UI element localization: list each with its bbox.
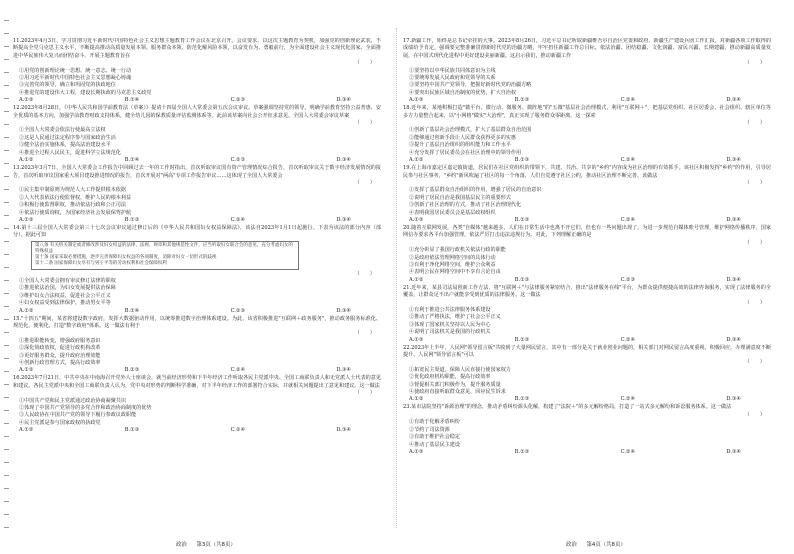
answer-parentheses: （ ） <box>744 120 765 127</box>
answer-parentheses: （ ） <box>744 239 765 246</box>
binding-tick <box>4 254 9 255</box>
binding-tick <box>4 137 9 138</box>
answer-choices <box>13 97 381 104</box>
answer-choice[interactable]: B.①③ <box>124 216 140 223</box>
question-stem: 23.某市法院坚持"诉源治理"的理念，推动矛盾纠纷源头化解，构建了"法院＋"的多元解纷格局，打造了一站式多元解纷和诉讼服务体系。这一做法 <box>403 404 732 411</box>
answer-choice[interactable]: D.③④ <box>726 216 741 223</box>
answer-choices <box>403 449 771 456</box>
statement-option: ①拓宽民主渠道，保障人民直接行使国家权力 <box>409 366 511 373</box>
statement-option: ②体现了中国共产党领导的多党合作和政治协商制度的优势 <box>19 405 152 412</box>
answer-choice[interactable]: D.③④ <box>726 396 741 403</box>
binding-tick <box>4 280 9 281</box>
binding-tick <box>4 20 9 21</box>
answer-choice[interactable]: C.②③ <box>230 97 246 104</box>
answer-parentheses: （ ） <box>354 179 375 186</box>
binding-tick <box>4 59 9 60</box>
binding-tick <box>4 85 9 86</box>
answer-choice[interactable]: C.②④ <box>230 427 246 434</box>
answer-choice[interactable]: C.②④ <box>620 396 636 403</box>
binding-tick <box>4 449 9 450</box>
statement-option: ②用习近平新时代中国特色社会主义思想凝心铸魂 <box>19 75 132 82</box>
question-block <box>13 165 381 224</box>
statement-option: ④创新行政管理方式，提高行政效率 <box>19 360 101 367</box>
answer-choice[interactable]: C.②④ <box>230 367 246 374</box>
question-block <box>403 225 771 284</box>
question-block <box>13 105 381 164</box>
statement-option: ④使政府直接听取群众意见，回应民生诉求 <box>409 389 506 396</box>
statement-option: ②人大代表依法行使监督权，维护人民的根本利益 <box>19 194 132 201</box>
answer-choice[interactable]: D.③④ <box>336 157 351 164</box>
answer-choice[interactable]: A.①② <box>409 396 424 403</box>
statement-option: ①全国人大常委会拥有审议修订法律的职权 <box>19 277 116 284</box>
left-page-column <box>13 38 381 508</box>
binding-tick <box>4 202 9 203</box>
binding-tick <box>4 228 9 229</box>
statement-option: ③人民政协在中国共产党的领导下履行参政议政职能 <box>19 412 137 419</box>
answer-parentheses: （ ） <box>744 411 765 418</box>
answer-choice[interactable]: D.③④ <box>726 336 741 343</box>
answer-choice[interactable]: A.①② <box>409 448 424 455</box>
statement-option: ③要坚持中国共产党领导，把握好新时代党的治疆方略 <box>409 82 532 89</box>
column-divider <box>396 28 397 528</box>
answer-choice[interactable]: D.③④ <box>336 367 351 374</box>
answer-choices <box>13 157 381 164</box>
statement-option: ①有助于化解矛盾纠纷 <box>409 419 460 426</box>
statement-option: ①推进职能转变，增强政府服务意识 <box>19 337 101 344</box>
statement-option: ④民主党派是参与国家政权的执政党 <box>19 419 101 426</box>
statement-option: ③有利于净化网络空间，维护公众利益 <box>409 261 496 268</box>
question-block <box>13 38 381 105</box>
binding-tick <box>4 527 9 528</box>
statement-option: ④要突出民族区域自治制度的优势，扩大自治权 <box>409 89 516 96</box>
question-block <box>403 404 771 456</box>
binding-tick <box>4 111 9 112</box>
binding-tick <box>4 267 9 268</box>
statement-option: ④依法行使质询权，为国家经济社会发展保驾护航 <box>19 209 132 216</box>
statement-option: ③有助于维护社会稳定 <box>409 434 460 441</box>
binding-tick <box>4 462 9 463</box>
answer-choices <box>13 217 381 224</box>
binding-tick <box>4 215 9 216</box>
answer-choices <box>13 308 381 315</box>
answer-choices <box>13 427 381 434</box>
answer-choices <box>13 367 381 374</box>
answer-choice[interactable]: D.③④ <box>336 427 351 434</box>
binding-tick <box>4 410 9 411</box>
binding-tick <box>4 72 9 73</box>
answer-choice[interactable]: D.③④ <box>726 157 741 164</box>
binding-tick <box>4 371 9 372</box>
answer-parentheses: （ ） <box>744 60 765 67</box>
answer-choice[interactable]: A.①② <box>19 97 34 104</box>
answer-choice[interactable]: A.①② <box>409 157 424 164</box>
statement-option: ②优化政府机构职能，提高行政效率 <box>409 374 491 381</box>
answer-choice[interactable]: B.①③ <box>124 367 140 374</box>
quoted-law-line: 第十二条 国家保障妇女享有与男子平等的劳动权利和社会保障权利 <box>35 261 167 267</box>
answer-choice[interactable]: C.②③ <box>230 307 246 314</box>
question-block <box>13 316 381 375</box>
question-stem: 16.2023年7月21日，中共中央在中南海召开党外人士座谈会，就当前经济形势和下半年经济工作听取各民主党派中央、全国工商联负责人和无党派人士代表的意见和建议。各民主党派中央和全国工商联负责人认为，党中央对形势的判断科学准确，对下半年经济工作的部署符合实际，并就相关问题提出了意见和建议。这一做法 <box>13 375 381 389</box>
left-page-footer <box>172 540 240 548</box>
statement-option: ①充分彰显了我国行政机关依法行政的职能 <box>409 247 506 254</box>
answer-choice[interactable]: C.②③ <box>230 157 246 164</box>
quoted-law-line: 第八条 有关机关制定或者修改涉及妇女权益的法律、法规、规章和其他规范性文件，应当听取妇女联合会的意见，充分考虑妇女的特殊权益 <box>35 242 293 254</box>
answer-choice[interactable]: B.①③ <box>514 97 530 104</box>
statement-option: ④表明我国居民委员会是基层政权组织 <box>409 209 496 216</box>
statement-option: ③积极行使监督职权，推动依法行政和公正司法 <box>19 202 126 209</box>
question-block <box>403 38 771 105</box>
binding-tick <box>4 306 9 307</box>
question-stem: 19.在上海市嘉定区嘉定镇街道，居民们在社区党组织的带领下，共建、共治、共享的"乡约"内容成为社区治理的有效抓手。该社区积极发挥"乡约"的作用，引导居民参与社区事务，"乡约"新风吹遍了社区的每一个角落，人们自觉遵守社区公约，推动社区治理不断完善。该做法 <box>403 165 771 179</box>
binding-tick <box>4 423 9 424</box>
binding-tick <box>4 332 9 333</box>
question-block <box>403 345 771 404</box>
statement-option: ②要统筹发展人民政府和党领导的关系 <box>409 75 496 82</box>
answer-choice[interactable]: B.①③ <box>514 216 530 223</box>
statement-option: ④说明了司法机关是我国的行政机关 <box>409 329 491 336</box>
binding-tick <box>4 163 9 164</box>
answer-choice[interactable]: D.③④ <box>336 216 351 223</box>
answer-choice[interactable]: D.③④ <box>726 448 741 455</box>
answer-parentheses: （ ） <box>354 120 375 127</box>
binding-tick <box>4 150 9 151</box>
question-block <box>13 225 381 315</box>
statement-option: ④推进全过程人民民主，促进科学立法规范化 <box>19 149 121 156</box>
statement-option: ③体现了国家机关坚持以人民为中心 <box>409 321 491 328</box>
answer-choice[interactable]: C.②③ <box>620 276 636 283</box>
answer-parentheses: （ ） <box>744 179 765 186</box>
answer-parentheses: （ ） <box>744 359 765 366</box>
answer-choice[interactable]: A.①② <box>19 157 34 164</box>
binding-tick <box>4 514 9 515</box>
question-stem: 11.2023年4月3日，学习贯彻习近平新时代中国特色社会主义思想主题教育工作会议在北京召开。会议要求，以这次主题教育为契机，加强党的创新理论武装，不断提高全党马克思主义水平，不断提高推动高质量发展本领、服务群众本领、防范化解风险本领，以奋发有为、勇毅前行，为全面建设社会主义现代化国家、全面推进中华民族伟大复兴而团结奋斗。开展主题教育旨在 <box>13 38 381 59</box>
binding-tick <box>4 189 9 190</box>
statement-option: ①民主集中制原则为规范人大工作提供根本依据 <box>19 187 126 194</box>
answer-choices <box>403 217 771 224</box>
answer-choice[interactable]: A.①② <box>19 307 34 314</box>
statement-option: ①用党的创新理论统一思想、统一意志、统一行动 <box>19 67 132 74</box>
answer-parentheses: （ ） <box>744 299 765 306</box>
footer-page-number: 第3页（共8页） <box>196 542 236 548</box>
answer-choice[interactable]: C.②④ <box>620 216 636 223</box>
answer-choices <box>403 337 771 344</box>
statement-option: ②推进依法治国，为妇女发展提供法治保障 <box>19 285 116 292</box>
statement-option: ④表明公民在网络空间中不享有言论自由 <box>409 269 501 276</box>
statement-option: ①发挥了基层群众自治组织的作用，增强了居民的自治意识 <box>409 187 542 194</box>
question-stem: 12.2023年8月28日，《中华人民共和国学前教育法（草案）》提请十四届全国人大常委会第五次会议审议。草案强调坚持党的领导，明确学前教育坚持公益普惠、安全优质的基本方向，加强学前教育财政支持体系，健全幼儿园的保教质量评估监测体系等。此前该草案向社会公开征求意见。全国人大常委会审议草案 <box>13 105 381 119</box>
question-stem: 21.近年来，某县司法局创新工作方法，将"互联网＋"与法律服务紧密结合，推出"法律服务在线"平台，为群众提供便捷高效的法律咨询服务，实现了法律服务的全覆盖，让群众足不出户就能享受到优质的法律服务。这一做法 <box>403 284 771 299</box>
question-block <box>403 285 771 344</box>
statement-option: ②这是人民通过法定程序参与国家政治生活 <box>19 134 116 141</box>
statement-option: ①中国共产党和民主党派通过政治协商凝聚共识 <box>19 397 126 404</box>
right-page-column <box>403 38 771 508</box>
answer-choices <box>403 157 771 164</box>
binding-tick <box>4 319 9 320</box>
question-stem: 22.2023年上半年，人民网"领导留言板"共收到了大量网民留言，其中有一部分是关于就业创业问题的，相关部门对网民留言高度重视，积极回应，办理满意度不断提升。人民网"领导留言板"可以 <box>403 344 771 359</box>
answer-choice[interactable]: A.①② <box>409 97 424 104</box>
binding-tick <box>4 124 9 125</box>
answer-choice[interactable]: C.②④ <box>620 157 636 164</box>
binding-tick <box>4 33 9 34</box>
answer-choice[interactable]: C.②④ <box>230 216 246 223</box>
footer-subject: 政治 <box>566 542 577 548</box>
footer-subject: 政治 <box>176 542 187 548</box>
statement-option: ①要坚持以中华民族共同体意识为主线 <box>409 67 496 74</box>
statement-option: ③健全法治实施体系，提高法治建设水平 <box>19 142 111 149</box>
answer-choices <box>403 277 771 284</box>
answer-choice[interactable]: B.①④ <box>124 157 140 164</box>
answer-choice[interactable]: A.①② <box>409 276 424 283</box>
question-block <box>13 375 381 434</box>
answer-parentheses: （ ） <box>354 60 375 67</box>
right-page-footer <box>562 540 630 548</box>
binding-tick <box>4 397 9 398</box>
binding-tick <box>4 293 9 294</box>
answer-parentheses: （ ） <box>354 330 375 337</box>
answer-parentheses: （ ） <box>354 390 375 397</box>
question-stem: 17.新疆工作，始终是总书记牵挂的大事。2023年8月26日，习近平总书记听取新疆维吾尔自治区党委和政府、新疆生产建设兵团工作汇报，对新疆各项工作取得的成绩给予肯定，强调要完整准确贯彻新时代党的治疆方略，牢牢扭住新疆工作总目标，依法治疆、团结稳疆、文化润疆、富民兴疆、长期建疆，推动新疆高质量发展，在中国式现代化进程中更好建设美丽新疆。这启示我们，推动新疆工作 <box>403 38 771 59</box>
question-stem: 18.近年来，某地积极打造"微平台、微行动、微服务、微阵地"的"五微"基层社会治理模式，利用"互联网＋"，把基层党组织、社区居委会、社会组织、辖区单位等多方力量整合起来，以"小网格"做实"大治理"，真正实现了服务群众零距离。这一探索 <box>403 105 771 119</box>
answer-choices <box>403 97 771 104</box>
answer-choice[interactable]: A.①② <box>19 427 34 434</box>
binding-tick <box>4 345 9 346</box>
statement-option: ②说明了居民自治是我国基层民主的重要形式 <box>409 194 511 201</box>
statement-option: ①全国人大常委会依法行使最高立法权 <box>19 127 106 134</box>
statement-option: ④妇女权益受到法律保护，推动男女平等 <box>19 300 111 307</box>
binding-tick <box>4 488 9 489</box>
question-block <box>403 105 771 164</box>
statement-option: ③督促相关部门积极作为，提升服务质量 <box>409 381 501 388</box>
answer-choice[interactable]: C.②④ <box>620 97 636 104</box>
answer-choice[interactable]: B.①③ <box>124 427 140 434</box>
binding-tick <box>4 436 9 437</box>
answer-choice[interactable]: B.①③ <box>514 448 530 455</box>
answer-choice[interactable]: A.①② <box>409 336 424 343</box>
answer-choice[interactable]: B.①④ <box>124 97 140 104</box>
question-stem: 14.第十三届全国人大常委会第三十七次会议审议通过修订后的《中华人民共和国妇女权益保障法》，该法自2023年1月1日起施行。下表为该法的部分内容（部分）。据此可知 <box>13 224 381 239</box>
answer-choice[interactable]: D.③④ <box>336 97 351 104</box>
statement-option: ③完善党的领导，确立和巩固党的执政地位 <box>19 82 116 89</box>
answer-choice[interactable]: C.②④ <box>620 336 636 343</box>
answer-choice[interactable]: A.①② <box>19 216 34 223</box>
binding-tick <box>4 384 9 385</box>
binding-tick <box>4 98 9 99</box>
quoted-law-line: 第十条 国家采取必要措施，逐步完善保障妇女权益的各项制度，消除对妇女一切形式的歧视 <box>35 255 217 261</box>
binding-tick <box>4 358 9 359</box>
answer-choice[interactable]: B.①③ <box>514 157 530 164</box>
question-stem: 20.随着互联网发展，各类"自媒体"越来越多，人们在日常生活中也离不开它们，但也有一些问题出现了。为进一步规范自媒体账号管理，维护网络传播秩序，国家网信办要求各平台加强管理，依法严厉打击违法违规行为。对此，下列理解正确的是 <box>403 224 771 239</box>
statement-option: ③提升了基层自治组织的组织能力和工作水平 <box>409 142 511 149</box>
answer-choice[interactable]: D.③④ <box>726 97 741 104</box>
statement-option: ②深化简政放权，促进行政机构改革 <box>19 345 101 352</box>
statement-option: ③维护妇女合法权益，促进社会公平正义 <box>19 292 111 299</box>
answer-choice[interactable]: B.①③ <box>514 396 530 403</box>
answer-choice[interactable]: B.①③ <box>514 336 530 343</box>
answer-choice[interactable]: D.③④ <box>336 307 351 314</box>
statement-option: ①有利于推进公共法律服务体系建设 <box>409 307 491 313</box>
binding-tick <box>4 241 9 242</box>
quoted-law-box <box>31 241 299 270</box>
statement-option: ④推进党的建设伟大工程，建设长期执政的马克思主义政党 <box>19 89 152 96</box>
answer-choice[interactable]: A.①② <box>409 216 424 223</box>
answer-choices <box>403 396 771 403</box>
statement-option: ③创新了社区治理的方式，推动了社区治理现代化 <box>409 202 522 209</box>
footer-page-number: 第4页（共8页） <box>586 542 626 548</box>
question-block <box>403 165 771 224</box>
binding-margin <box>2 20 11 540</box>
statement-option: ②是政府依法管理网络空间的具体行动 <box>409 254 496 261</box>
answer-choice[interactable]: C.②④ <box>620 448 636 455</box>
question-stem: 13.2023年3月7日，全国人大常委会工作报告中回顾过去一年的工作时指出，首次听取审议国有资产管理情况综合报告，首次听取审议关于数字经济发展情况的报告，首次听取审议国家重大项目建设推进情况的报告，首次开展对"两高"专项工作报告审议……这体现了全国人大常委会 <box>13 165 381 179</box>
binding-tick <box>4 475 9 476</box>
statement-option: ③更好服务群众，提升政府治理效能 <box>19 352 101 359</box>
statement-option: ②节约了司法资源 <box>409 426 450 433</box>
question-stem: 15."十四五"期间，某省将建设数字政府，发挥大数据驱动作用，以统筹推进数字治理体系建设。为此，该省积极推进"互联网＋政务服务"，推动政务服务标准化、规范化、便利化，打造"数字政府"体系。这一做法有利于 <box>13 315 381 329</box>
statement-option: ④充分发挥了居民委员会在社区治理中的领导作用 <box>409 149 522 156</box>
answer-parentheses: （ ） <box>354 270 375 277</box>
binding-tick <box>4 46 9 47</box>
statement-option: ①创新了基层社会治理模式，扩大了基层群众自治范围 <box>409 127 532 134</box>
binding-tick <box>4 501 9 502</box>
statement-option: ②能够通过创新手段让人民群众获得更多的实惠 <box>409 134 516 141</box>
binding-tick <box>4 176 9 177</box>
answer-choice[interactable]: D.③④ <box>726 276 741 283</box>
statement-option: ②推动了严格执法，维护了社会公平正义 <box>409 314 501 321</box>
statement-option: ④推动了基层民主建设 <box>409 441 460 448</box>
answer-choice[interactable]: B.①③ <box>514 276 530 283</box>
answer-choice[interactable]: A.①② <box>19 367 34 374</box>
answer-choice[interactable]: B.①④ <box>124 307 140 314</box>
